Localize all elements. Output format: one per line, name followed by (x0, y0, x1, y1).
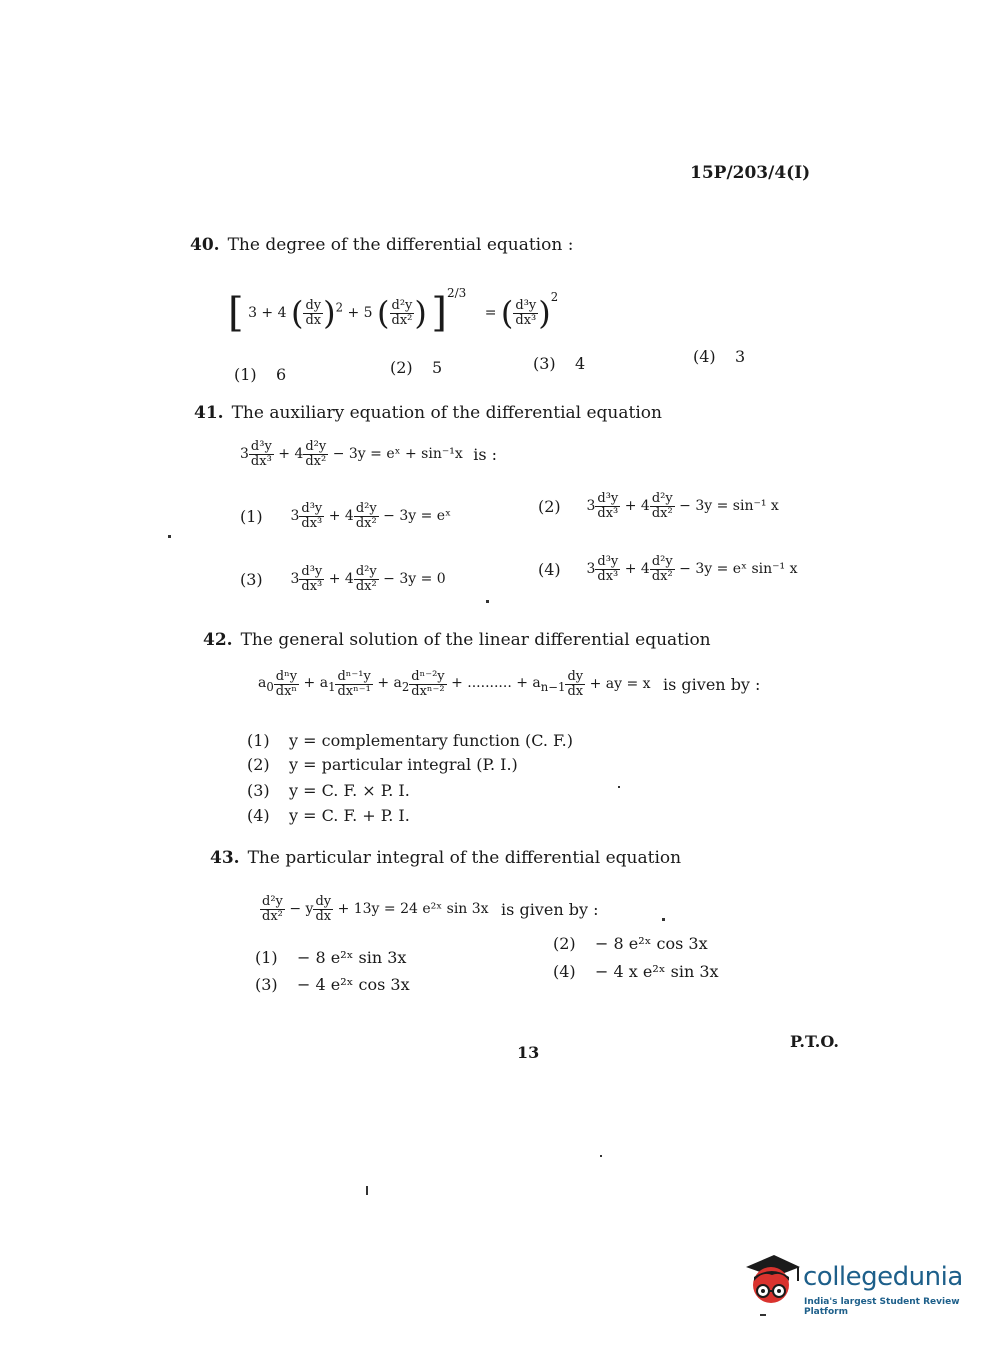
option-41-4[interactable]: (4) 3 $\frac{\text{d³y}}{\text{dx³}}$ + 4 $\frac{\text{d²y}}{\text{dx²}}$ − 3y = eˣ sin⁻¹ x (538, 554, 798, 584)
option-42-4[interactable] (247, 806, 410, 825)
option-text: y = complementary function (C. F.) (289, 731, 573, 750)
question-text: The degree of the differential equation : (227, 235, 574, 255)
option-number: (3) (533, 354, 556, 373)
option-text: 3 (735, 347, 746, 366)
option-40-4[interactable] (693, 347, 745, 366)
scan-speck (760, 1314, 766, 1316)
option-number: (2) (390, 358, 413, 377)
option-40-3[interactable] (533, 354, 585, 373)
scan-speck (486, 600, 489, 603)
option-43-4[interactable] (553, 962, 719, 981)
option-40-1[interactable] (234, 365, 286, 384)
option-text: y = C. F. × P. I. (289, 781, 410, 800)
scan-speck (662, 918, 665, 921)
question-text: The general solution of the linear differential equation (240, 630, 711, 650)
pto-label: P.T.O. (790, 1032, 839, 1051)
option-text: − 3y = 0 (383, 571, 446, 588)
scan-speck (618, 786, 620, 788)
equation-40: [ 3 + 4 ( $\frac{dy}{dx}$ )$^2$ + 5 ( $\frac{\text{d²y}}{\text{dx²}}$ ) ]$^{2/3}$ = ( $\frac{\text{d³y}}{\text{dx³}}$ )$^2$ (228, 286, 559, 336)
option-text: − 4 x e²ˣ sin 3x (595, 962, 719, 981)
option-text: y = particular integral (P. I.) (289, 755, 518, 774)
option-number: (2) (247, 755, 270, 774)
option-43-3[interactable] (255, 975, 410, 994)
option-number: (3) (240, 569, 263, 589)
option-text: 5 (432, 358, 443, 377)
question-text: The auxiliary equation of the differential equation (231, 403, 662, 423)
option-43-2[interactable] (553, 934, 708, 953)
option-text: 6 (276, 365, 287, 384)
question-43 (210, 848, 681, 868)
question-number: 40. (190, 235, 220, 255)
option-text: y = C. F. + P. I. (289, 806, 410, 825)
option-text: − 4 e²ˣ cos 3x (297, 975, 410, 994)
logo-tagline: India's largest Student Review Platform (804, 1297, 960, 1317)
paper-code: 15P/203/4(I) (690, 163, 811, 183)
question-tail: is given by : (663, 674, 761, 694)
question-text: The particular integral of the differential equation (247, 848, 682, 868)
question-41 (194, 403, 662, 423)
option-41-2[interactable]: (2) 3 $\frac{\text{d³y}}{\text{dx³}}$ + 4 $\frac{\text{d²y}}{\text{dx²}}$ − 3y = sin⁻¹ x (538, 491, 779, 521)
option-number: (4) (693, 347, 716, 366)
question-number: 42. (203, 630, 233, 650)
option-number: (4) (553, 962, 576, 981)
option-43-1[interactable] (255, 948, 406, 967)
option-text: − 3y = sin⁻¹ x (679, 498, 779, 515)
option-40-2[interactable] (390, 358, 442, 377)
option-text: − 3y = eˣ sin⁻¹ x (679, 561, 798, 578)
option-text: 4 (575, 354, 586, 373)
scan-speck (366, 1186, 368, 1195)
option-number: (2) (553, 934, 576, 953)
question-tail: is given by : (501, 899, 599, 919)
option-42-1[interactable] (247, 731, 573, 750)
equation-43: $\frac{\text{d²y}}{\text{dx²}}$ − y $\frac{dy}{dx}$ + 13y = 24 e²ˣ sin 3x is given by : (262, 894, 599, 924)
equation-41: 3 $\frac{\text{d³y}}{\text{dx³}}$ + 4 $\frac{\text{d²y}}{\text{dx²}}$ − 3y = eˣ + sin⁻¹x is : (240, 439, 498, 469)
option-number: (1) (255, 948, 278, 967)
question-42 (203, 630, 711, 650)
option-42-2[interactable] (247, 755, 518, 774)
mascot-icon (742, 1247, 802, 1311)
option-41-1[interactable]: (1) 3 $\frac{\text{d³y}}{\text{dx³}}$ + 4 $\frac{\text{d²y}}{\text{dx²}}$ − 3y = eˣ (240, 501, 452, 531)
scan-speck (168, 535, 171, 538)
equation-42: $a_0$ dⁿy dxⁿ + $a_1$ dⁿ⁻¹y dxⁿ⁻¹ + $a_2$ dⁿ⁻²y dxⁿ⁻² + .......... + $a_{n-1}$ $\frac{dy}{dx}$ + ay = x is given by : (258, 669, 761, 699)
option-42-3[interactable] (247, 781, 410, 800)
option-number: (3) (255, 975, 278, 994)
option-number: (4) (247, 806, 270, 825)
option-number: (1) (240, 506, 263, 526)
scan-speck (600, 1155, 602, 1157)
question-tail: is : (473, 444, 498, 464)
option-text: − 8 e²ˣ cos 3x (595, 934, 708, 953)
question-number: 43. (210, 848, 240, 868)
option-41-3[interactable]: (3) 3 $\frac{\text{d³y}}{\text{dx³}}$ + 4 $\frac{\text{d²y}}{\text{dx²}}$ − 3y = 0 (240, 564, 446, 594)
option-number: (2) (538, 496, 561, 516)
option-text: − 8 e²ˣ sin 3x (297, 948, 407, 967)
option-number: (4) (538, 559, 561, 579)
logo-wordmark: collegedunia (803, 1262, 963, 1292)
question-40 (190, 235, 573, 255)
page-number: 13 (517, 1043, 540, 1062)
question-number: 41. (194, 403, 224, 423)
option-number: (3) (247, 781, 270, 800)
option-number: (1) (234, 365, 257, 384)
option-text: − 3y = eˣ (383, 508, 452, 525)
option-number: (1) (247, 731, 270, 750)
